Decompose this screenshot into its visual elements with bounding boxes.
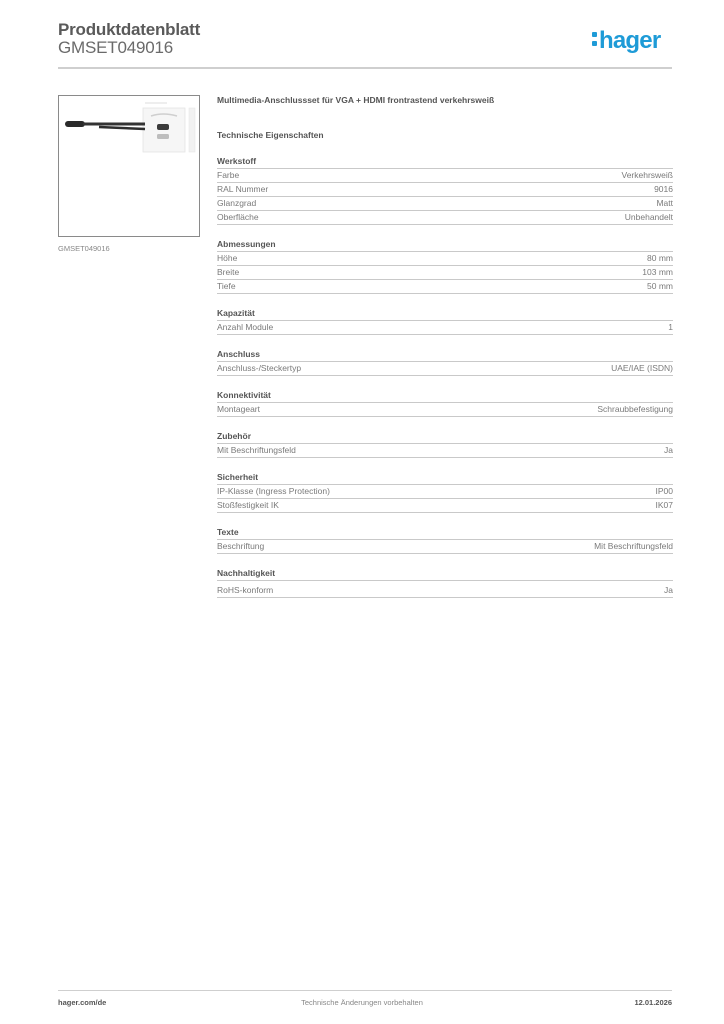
property-value: 50 mm bbox=[647, 281, 673, 291]
section-title: Kapazität bbox=[217, 308, 673, 321]
property-row bbox=[217, 403, 673, 417]
section-abmessungen bbox=[217, 239, 673, 294]
property-row bbox=[217, 211, 673, 225]
property-label: RoHS-konform bbox=[217, 585, 274, 595]
logo-text: hager bbox=[599, 27, 661, 54]
property-row bbox=[217, 197, 673, 211]
property-row bbox=[217, 183, 673, 197]
section-kapazitaet bbox=[217, 308, 673, 335]
section-nachhaltigkeit bbox=[217, 568, 673, 598]
property-value: UAE/IAE (ISDN) bbox=[611, 363, 673, 373]
footer-divider bbox=[58, 990, 672, 991]
property-row bbox=[217, 444, 673, 458]
property-value: 103 mm bbox=[642, 267, 673, 277]
property-row bbox=[217, 280, 673, 294]
logo-colon-icon bbox=[592, 28, 597, 48]
property-row bbox=[217, 266, 673, 280]
section-title: Sicherheit bbox=[217, 472, 673, 485]
product-code: GMSET049016 bbox=[58, 38, 173, 57]
property-row bbox=[217, 252, 673, 266]
property-value: Ja bbox=[664, 585, 673, 595]
property-value: 80 mm bbox=[647, 253, 673, 263]
property-row bbox=[217, 584, 673, 598]
property-label: Höhe bbox=[217, 253, 238, 263]
hager-logo bbox=[592, 27, 660, 55]
property-value: 1 bbox=[668, 322, 673, 332]
property-row bbox=[217, 499, 673, 513]
property-value: Schraubbefestigung bbox=[597, 404, 673, 414]
section-title: Texte bbox=[217, 527, 673, 540]
section-title: Nachhaltigkeit bbox=[217, 568, 673, 581]
property-label: Farbe bbox=[217, 170, 240, 180]
section-sicherheit bbox=[217, 472, 673, 513]
property-value: 9016 bbox=[654, 184, 673, 194]
header-divider bbox=[58, 67, 672, 69]
property-label: Anzahl Module bbox=[217, 322, 274, 332]
property-label: Stoßfestigkeit IK bbox=[217, 500, 279, 510]
product-photo-icon bbox=[59, 96, 199, 236]
property-label: Tiefe bbox=[217, 281, 236, 291]
property-row bbox=[217, 362, 673, 376]
footer-website: hager.com/de bbox=[58, 998, 107, 1007]
property-label: Anschluss-/Steckertyp bbox=[217, 363, 302, 373]
property-label: Mit Beschriftungsfeld bbox=[217, 445, 296, 455]
property-label: Oberfläche bbox=[217, 212, 259, 222]
section-title: Konnektivität bbox=[217, 390, 673, 403]
property-value: IP00 bbox=[655, 486, 673, 496]
property-label: RAL Nummer bbox=[217, 184, 269, 194]
property-row bbox=[217, 169, 673, 183]
technical-properties-title: Technische Eigenschaften bbox=[217, 130, 324, 140]
property-label: Glanzgrad bbox=[217, 198, 257, 208]
product-image bbox=[58, 95, 200, 237]
section-konnektivitaet bbox=[217, 390, 673, 417]
section-title: Abmessungen bbox=[217, 239, 673, 252]
section-title: Anschluss bbox=[217, 349, 673, 362]
property-row bbox=[217, 321, 673, 335]
property-value: Mit Beschriftungsfeld bbox=[594, 541, 673, 551]
main-content bbox=[217, 95, 673, 598]
section-title: Werkstoff bbox=[217, 156, 673, 169]
footer-date: 12.01.2026 bbox=[634, 998, 672, 1007]
product-image-caption: GMSET049016 bbox=[58, 244, 110, 253]
property-label: Montageart bbox=[217, 404, 260, 414]
property-value: Unbehandelt bbox=[624, 212, 673, 222]
property-value: Ja bbox=[664, 445, 673, 455]
property-value: IK07 bbox=[655, 500, 673, 510]
property-row bbox=[217, 485, 673, 499]
section-title: Zubehör bbox=[217, 431, 673, 444]
section-zubehoer bbox=[217, 431, 673, 458]
section-werkstoff bbox=[217, 156, 673, 225]
property-label: Breite bbox=[217, 267, 240, 277]
section-anschluss bbox=[217, 349, 673, 376]
property-value: Matt bbox=[656, 198, 673, 208]
property-value: Verkehrsweiß bbox=[621, 170, 673, 180]
product-description: Multimedia-Anschlussset für VGA + HDMI frontrastend verkehrsweiß bbox=[217, 95, 495, 105]
property-label: Beschriftung bbox=[217, 541, 265, 551]
property-row bbox=[217, 540, 673, 554]
section-texte bbox=[217, 527, 673, 554]
property-label: IP-Klasse (Ingress Protection) bbox=[217, 486, 330, 496]
document-title: Produktdatenblatt bbox=[58, 20, 201, 39]
footer-disclaimer: Technische Änderungen vorbehalten bbox=[301, 998, 423, 1007]
